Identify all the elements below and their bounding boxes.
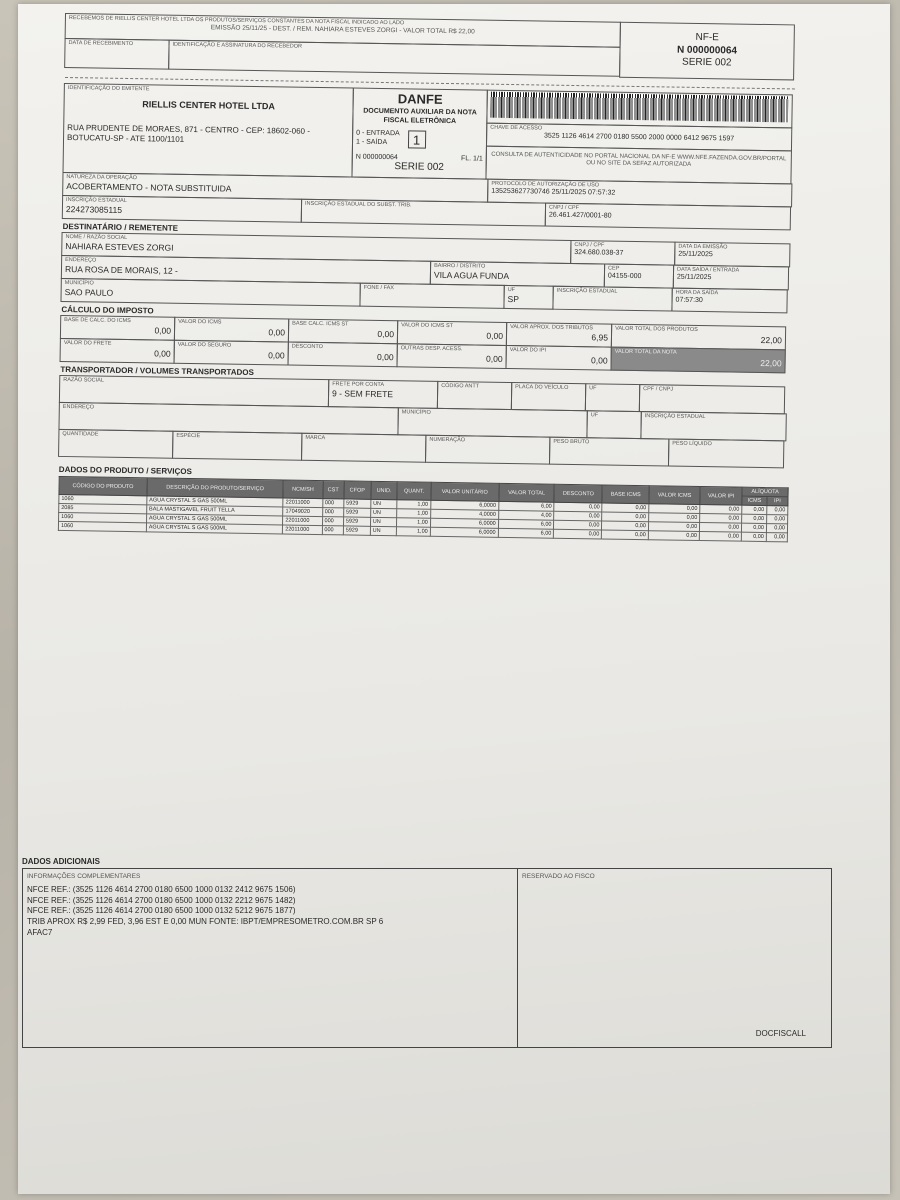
ie-st-label: INSCRIÇÃO ESTADUAL DO SUBST. TRIB. — [305, 200, 412, 209]
aprox: 6,95 — [591, 331, 609, 343]
table-cell: 1,00 — [397, 527, 431, 537]
transp-razao-label: RAZÃO SOCIAL — [63, 377, 104, 384]
table-cell: 22011000 — [283, 498, 322, 508]
dest-nome-label: NOME / RAZÃO SOCIAL — [65, 234, 128, 241]
cnpj-emitente-value: 26.461.427/0001-80 — [548, 211, 612, 220]
seguro-label: VALOR DO SEGURO — [177, 341, 232, 349]
col-aliquota: ALÍQUOTA — [742, 487, 788, 497]
paper-sheet — [18, 4, 890, 1194]
table-cell: 6,0000 — [430, 518, 498, 528]
table-cell: 22011000 — [283, 525, 322, 535]
outras: 0,00 — [486, 353, 503, 364]
table-cell: 000 — [322, 526, 343, 535]
table-cell: 0,00 — [649, 504, 700, 514]
table-cell: 17049020 — [283, 507, 322, 517]
table-cell: 0,00 — [554, 529, 602, 539]
frete-label: VALOR DO FRETE — [63, 340, 112, 347]
table-cell: 1,00 — [397, 500, 431, 510]
table-cell: UN — [370, 517, 397, 526]
dest-bairro-label: BAIRRO / DISTRITO — [434, 262, 486, 270]
danfe-serie: SERIE 002 — [394, 160, 444, 173]
fisco-label: RESERVADO AO FISCO — [522, 873, 595, 880]
table-cell: 1,00 — [397, 509, 431, 519]
table-cell: 6,00 — [498, 501, 554, 511]
dest-endereco: RUA ROSA DE MORAIS, 12 - — [64, 263, 178, 276]
col-cfop: CFOP — [344, 481, 371, 499]
table-cell: 5929 — [343, 526, 370, 535]
info-line: AFAC7 — [27, 927, 53, 937]
chave-label: CHAVE DE ACESSO — [490, 124, 543, 132]
table-cell: 5929 — [344, 499, 371, 508]
table-cell: 0,00 — [767, 506, 788, 515]
chave-value: 3525 1126 4614 2700 0180 5500 2000 0000 6412 9675 1597 — [543, 132, 735, 143]
col-desconto: DESCONTO — [554, 484, 602, 503]
dest-fone-label: FONE / FAX — [363, 284, 395, 292]
protocolo-label: PROTOCOLO DE AUTORIZAÇÃO DE USO — [491, 180, 600, 189]
transp-numeracao-label: NUMERAÇÃO — [429, 436, 466, 444]
transp-endereco-label: ENDEREÇO — [62, 403, 95, 411]
frete: 0,00 — [154, 348, 171, 359]
danfe-folha: FL. 1/1 — [460, 154, 483, 163]
col-codigo: CÓDIGO DO PRODUTO — [59, 476, 147, 495]
table-cell: 0,00 — [741, 523, 766, 532]
table-cell: 0,00 — [742, 505, 767, 514]
outras-label: OUTRAS DESP. ACESS. — [400, 345, 463, 353]
table-cell: UN — [370, 526, 397, 535]
canhoto-section — [65, 14, 796, 80]
adicionais-title: DADOS ADICIONAIS — [22, 857, 100, 866]
desconto-label: DESCONTO — [291, 343, 323, 351]
table-cell: AGUA CRYSTAL S GAS 500ML — [146, 523, 283, 534]
table-cell: 6,00 — [498, 528, 554, 538]
transporte-title: TRANSPORTADOR / VOLUMES TRANSPORTADOS — [60, 364, 254, 377]
produtos-table — [58, 476, 789, 542]
transp-ie-label: INSCRIÇÃO ESTADUAL — [644, 413, 706, 421]
info-line: TRIB APROX R$ 2,99 FED, 3,96 EST E 0,00 MUN FONTE: IBPT/EMPRESOMETRO.COM.BR SP 6 — [27, 917, 384, 927]
dest-cpf: 324.680.038-37 — [574, 248, 624, 257]
dest-endereco-label: ENDEREÇO — [65, 257, 97, 264]
table-cell: 0,00 — [649, 513, 700, 523]
dest-data-saida: 25/11/2025 — [676, 273, 712, 281]
dest-uf-label: UF — [507, 286, 516, 294]
canhoto-numero: N 000000064 — [676, 44, 738, 57]
table-cell: 0,00 — [554, 511, 602, 521]
table-cell: AGUA CRYSTAL S GAS 500ML — [146, 514, 283, 525]
info-compl-label: INFORMAÇÕES COMPLEMENTARES — [27, 873, 141, 880]
dest-nome: NAHIARA ESTEVES ZORGI — [65, 240, 174, 253]
info-line: NFCE REF.: (3525 1126 4614 2700 0180 6500 1000 0132 2412 9675 1506) — [27, 884, 296, 894]
cnpj-emitente-label: CNPJ / CPF — [548, 204, 580, 212]
base-st: 0,00 — [377, 328, 395, 339]
table-cell: 0,00 — [742, 514, 767, 523]
table-cell: 0,00 — [700, 505, 742, 515]
danfe-tipo-box: 1 — [408, 130, 426, 148]
assinatura-label: IDENTIFICAÇÃO E ASSINATURA DO RECEBEDOR — [172, 41, 303, 50]
ipi: 0,00 — [591, 354, 608, 366]
data-recebimento-label: DATA DE RECEBIMENTO — [68, 40, 134, 48]
total-prod-label: VALOR TOTAL DOS PRODUTOS — [615, 325, 698, 333]
valor-st-label: VALOR DO ICMS ST — [401, 322, 454, 330]
transp-uf2-label: UF — [590, 412, 599, 419]
info-line: NFCE REF.: (3525 1126 4614 2700 0180 6500 1000 0132 5212 9675 1877) — [27, 906, 296, 916]
danfe-saida: 1 - SAÍDA — [355, 138, 388, 146]
table-cell: UN — [371, 499, 398, 508]
table-cell: 0,00 — [766, 524, 787, 533]
transp-especie-label: ESPÉCIE — [176, 432, 201, 440]
table-cell: 1060 — [58, 521, 146, 531]
table-cell: 0,00 — [766, 533, 787, 542]
chave-consulta: CONSULTA DE AUTENTICIDADE NO PORTAL NACIONAL DA NF-E WWW.NFE.FAZENDA.GOV.BR/PORTAL OU NO SITE DA SEFAZ AUTORIZADA — [491, 151, 787, 169]
table-cell: 1,00 — [397, 518, 431, 528]
total-prod: 22,00 — [760, 334, 783, 345]
emitente-section — [64, 84, 795, 184]
transp-cnpj-label: CPF / CNPJ — [643, 386, 674, 393]
info-line: NFCE REF.: (3525 1126 4614 2700 0180 6500 1000 0132 2212 9675 1482) — [27, 895, 296, 905]
barcode-image — [490, 92, 788, 123]
dest-bairro: VILA AGUA FUNDA — [433, 269, 510, 281]
transp-qtd-label: QUANTIDADE — [62, 430, 99, 438]
dest-ie-label: INSCRIÇÃO ESTADUAL — [556, 287, 618, 295]
table-cell: 4,0000 — [430, 509, 498, 519]
emitente-label: IDENTIFICAÇÃO DO EMITENTE — [67, 85, 150, 93]
canhoto-serie: SERIE 002 — [681, 56, 732, 69]
danfe-document — [58, 14, 796, 542]
table-cell: 5929 — [343, 517, 370, 526]
footer-docfiscall: DOCFISCALL — [755, 1029, 806, 1038]
table-cell: AGUA CRYSTAL S GAS 500ML — [147, 496, 284, 507]
table-cell: 5929 — [343, 508, 370, 517]
table-cell: 0,00 — [554, 502, 602, 512]
table-cell: 0,00 — [741, 532, 766, 541]
transp-frete-label: FRETE POR CONTA — [332, 381, 385, 389]
danfe-subtitle: DOCUMENTO AUXILIAR DA NOTA FISCAL ELETRÔNICA — [363, 107, 477, 125]
valor-icms-label: VALOR DO ICMS — [178, 318, 222, 326]
table-cell: 6,00 — [498, 519, 554, 529]
natureza-value: ACOBERTAMENTO - NOTA SUBSTITUIDA — [66, 180, 232, 194]
table-cell: 0,00 — [648, 531, 699, 541]
total-nota-label: VALOR TOTAL DA NOTA — [614, 348, 677, 356]
table-cell: 2085 — [59, 503, 147, 513]
table-cell: 0,00 — [602, 530, 649, 540]
table-cell: 0,00 — [699, 532, 741, 542]
total-nota: 22,00 — [760, 357, 782, 368]
col-quant: QUANT. — [397, 482, 431, 501]
table-cell: 000 — [322, 499, 343, 508]
emitente-endereco: RUA PRUDENTE DE MORAES, 871 - CENTRO - CEP: 18602-060 - BOTUCATU-SP - ATE 1100/1101 — [66, 122, 310, 144]
danfe-numero: N 000000064 — [355, 153, 398, 161]
natureza-label: NATUREZA DA OPERAÇÃO — [66, 174, 137, 182]
transp-peso-bruto-label: PESO BRUTO — [553, 438, 590, 446]
table-cell: 0,00 — [648, 522, 699, 532]
destinatario-title: DESTINATÁRIO / REMETENTE — [62, 221, 179, 233]
table-cell: 000 — [322, 508, 343, 517]
aprox-label: VALOR APROX. DOS TRIBUTOS — [510, 324, 594, 332]
dest-data-emissao-label: DATA DA EMISSÃO — [678, 243, 728, 251]
valor-icms: 0,00 — [268, 326, 286, 338]
table-cell: 000 — [322, 517, 343, 526]
ipi-label: VALOR DO IPI — [509, 347, 547, 354]
col-cst: CST — [322, 481, 344, 499]
table-cell: 0,00 — [700, 523, 742, 533]
imposto-title: CÁLCULO DO IMPOSTO — [61, 304, 154, 316]
desconto: 0,00 — [377, 351, 394, 362]
table-cell: 22011000 — [283, 516, 322, 526]
produtos-title: DADOS DO PRODUTO / SERVIÇOS — [58, 464, 192, 477]
canhoto-nfe: NF-E — [695, 31, 719, 44]
danfe-entrada: 0 - ENTRADA — [356, 129, 400, 138]
table-cell: 1060 — [59, 494, 147, 504]
dest-hora: 07:57:30 — [675, 296, 703, 304]
transp-uf-label: UF — [589, 385, 597, 392]
dest-data-saida-label: DATA SAÍDA / ENTRADA — [677, 266, 740, 274]
transp-frete: 9 - SEM FRETE — [332, 387, 394, 399]
transp-antt-label: CÓDIGO ANTT — [441, 382, 480, 390]
transp-placa-label: PLACA DO VEÍCULO — [515, 384, 569, 391]
protocolo-value: 135253627730746 25/11/2025 07:57:32 — [491, 187, 616, 197]
col-descricao: DESCRIÇÃO DO PRODUTO/SERVIÇO — [147, 478, 284, 498]
table-cell: 4,00 — [498, 510, 554, 520]
table-cell: 6,0000 — [431, 500, 499, 510]
col-valor-unit: VALOR UNITÁRIO — [431, 482, 499, 501]
col-ncm: NCM/SH — [283, 480, 322, 499]
col-aliq-icms: ICMS — [742, 496, 767, 505]
col-unid: UNID. — [371, 481, 398, 499]
ie-label: INSCRIÇÃO ESTADUAL — [66, 197, 127, 204]
dest-uf: SP — [507, 293, 520, 304]
canhoto-emissao: EMISSÃO 25/11/25 - DEST. / REM. NAHIARA ESTEVES ZORGI - VALOR TOTAL R$ 22,00 — [210, 23, 475, 36]
valor-st: 0,00 — [486, 330, 504, 341]
dest-cep-label: CEP — [608, 265, 620, 272]
table-cell: 0,00 — [602, 512, 649, 522]
col-valor-icms: VALOR ICMS — [649, 486, 701, 505]
danfe-title: DANFE — [397, 91, 443, 107]
col-valor-total: VALOR TOTAL — [499, 483, 555, 502]
dest-municipio: SAO PAULO — [64, 286, 114, 298]
base-st-label: BASE CALC. ICMS ST — [292, 320, 349, 328]
transp-peso-liquido-label: PESO LÍQUIDO — [672, 440, 712, 448]
emitente-nome: RIELLIS CENTER HOTEL LTDA — [142, 98, 275, 111]
table-cell: 1060 — [59, 512, 147, 522]
col-base-icms: BASE ICMS — [602, 485, 649, 504]
dest-data-emissao: 25/11/2025 — [678, 250, 713, 258]
seguro: 0,00 — [268, 349, 285, 361]
dest-cpf-label: CNPJ / CPF — [574, 242, 605, 249]
base-icms-label: BASE DE CALC. DO ICMS — [64, 317, 131, 325]
dados-adicionais-section — [22, 854, 832, 1048]
canhoto-text: RECEBEMOS DE RIELLIS CENTER HOTEL LTDA OS PRODUTOS/SERVIÇOS CONSTANTES DA NOTA FISCAL INDICADO AO LADO — [68, 15, 405, 27]
table-cell: 0,00 — [767, 515, 788, 524]
base-icms: 0,00 — [154, 325, 172, 336]
table-cell: UN — [370, 508, 397, 517]
transp-marca-label: MARCA — [305, 434, 326, 442]
table-cell: 0,00 — [700, 514, 742, 524]
transp-municipio-label: MUNICÍPIO — [401, 409, 431, 416]
dest-municipio-label: MUNICÍPIO — [64, 280, 94, 287]
table-cell: 0,00 — [554, 520, 602, 530]
table-cell: BALA MASTIGAVEL FRUIT TELLA — [146, 505, 283, 516]
dest-hora-label: HORA DA SAÍDA — [675, 289, 719, 297]
col-valor-ipi: VALOR IPI — [700, 487, 742, 506]
dest-cep: 04155-000 — [607, 272, 642, 280]
table-cell: 0,00 — [602, 521, 649, 531]
table-cell: 0,00 — [602, 503, 649, 513]
ie-value: 224273085115 — [65, 203, 123, 215]
col-aliq-ipi: IPI — [767, 497, 788, 506]
table-cell: 6,0000 — [430, 527, 498, 537]
